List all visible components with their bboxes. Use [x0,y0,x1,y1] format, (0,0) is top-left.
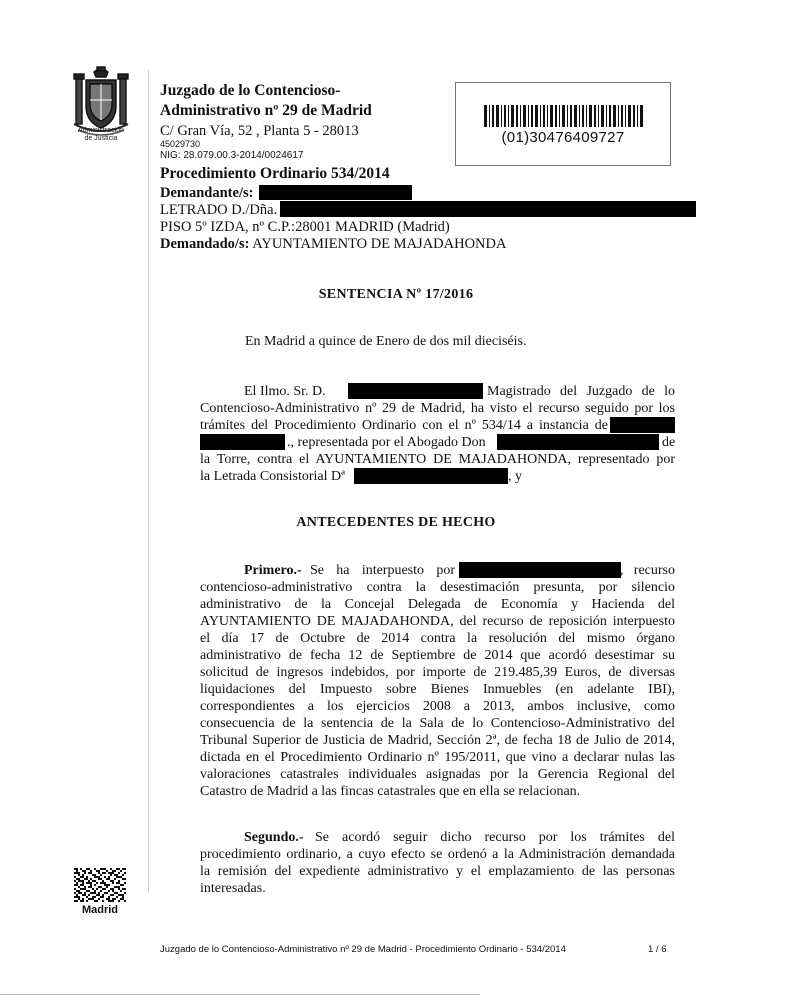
bottom-rule [0,994,480,995]
primero-line: Catastro de Madrid a las fincas catastrales que en ella se relacionan. [200,784,581,799]
lawyer-address: PISO 5º IZDA, nº C.P.:28001 MADRID (Madrid) [160,219,450,235]
redacted-lawyer [280,201,696,217]
intro-l5: la Torre, contra el AYUNTAMIENTO DE MAJADAHONDA, representado por [200,452,675,467]
intro-l6-a: la Letrada Consistorial Dª [200,469,345,484]
intro-l1-a: El Ilmo. Sr. D. [244,384,326,399]
barcode-box [455,82,671,166]
primero-line: solicitud de ingresos indebidos, por importe de 219.485,39 Euros, de diversas [200,665,675,680]
primero-line: AYUNTAMIENTO DE MAJADAHONDA, del recurso de reposición interpuesto [200,614,675,629]
segundo-label: Segundo.- [244,830,304,845]
nig-number: NIG: 28.079.00.3-2014/0024617 [160,150,304,161]
redacted-consistorial [354,468,508,484]
emblem-caption-2: de Justicia [84,135,118,142]
barcode-number: (01)30476409727 [501,129,625,146]
plaintiff-label: Demandante/s: [160,185,254,201]
redacted-judge [348,383,483,399]
intro-l1-b: Magistrado del Juzgado de lo [487,384,675,399]
primero-l1-b: , recurso [620,563,675,578]
primero-label: Primero.- [244,563,302,578]
redacted-plaintiff-name-1 [610,417,675,433]
defendant-line [160,235,506,253]
margin-divider [148,70,149,892]
sentence-title: SENTENCIA Nº 17/2016 [318,287,474,302]
emblem-caption-1: Administración [78,127,124,134]
qr-code-icon [74,868,126,902]
primero-l1-a: Se ha interpuesto por [310,563,455,578]
date-line: En Madrid a quince de Enero de dos mil dieciséis. [245,334,527,349]
page-number: 1 / 6 [648,944,667,955]
segundo-line: procedimiento ordinario, a cuyo efecto se ordenó a la Administración demandada [200,847,675,862]
qr-city-label: Madrid [81,904,119,916]
court-address: C/ Gran Vía, 52 , Planta 5 - 28013 [160,123,359,139]
intro-l4-a: ., representada por el Abogado Don [287,435,486,450]
primero-line: dictada en el Procedimiento Ordinario nº 195/2011, que vino a declarar nulas las [200,750,675,765]
primero-line: contencioso-administrativo contra la desestimación presunta, por silencio [200,580,675,595]
segundo-l1: Se acordó seguir dicho recurso por los trámites del [315,830,675,845]
primero-line: Tribunal Superior de Justicia de Madrid, Sección 2ª, de fecha 18 de Julio de 2014, [200,733,675,748]
primero-line: liquidaciones del Impuesto sobre Bienes Inmuebles (en adelante IBI), [200,682,675,697]
defendant-value: AYUNTAMIENTO DE MAJADAHONDA [252,236,507,252]
segundo-line: la remisión del expediente administrativo y el emplazamiento de las personas [200,864,675,879]
primero-line: administrativo de la Concejal Delegada de Economía y Hacienda del [200,597,675,612]
intro-l4-b: de [662,435,676,450]
redacted-appellant [459,562,621,578]
court-name-line2: Administrativo nº 29 de Madrid [160,102,372,119]
intro-l2: Contencioso-Administrativo nº 29 de Madrid, ha visto el recurso seguido por los [200,401,675,416]
primero-line: el día 17 de Octubre de 2014 contra la resolución del mismo órgano [200,631,675,646]
primero-line: valoraciones catastrales individuales asignadas por la Gerencia Regional del [200,767,675,782]
barcode-icon [484,105,644,127]
intro-l6-b: , y [508,469,522,484]
court-code: 45029730 [160,139,201,149]
redacted-plaintiff-name-2 [200,434,285,450]
section-title: ANTECEDENTES DE HECHO [296,515,496,530]
redacted-plaintiff [259,185,412,200]
primero-line: correspondientes a los ejercicios 2008 a 2013, ambos inclusive, como [200,699,675,714]
court-name-line1: Juzgado de lo Contencioso- [160,82,341,99]
lawyer-label: LETRADO D./Dña. [160,202,278,218]
intro-l3: trámites del Procedimiento Ordinario con el nº 534/14 a instancia de [200,418,608,433]
redacted-attorney [497,434,659,450]
primero-line: administrativo de fecha 12 de Septiembre de 2014 que acordó desestimar su [200,648,675,663]
procedure-title: Procedimiento Ordinario 534/2014 [160,165,390,182]
defendant-label: Demandado/s: [160,236,250,252]
segundo-line: interesadas. [200,881,266,896]
page-footer: Juzgado de lo Contencioso-Administrativo nº 29 de Madrid - Procedimiento Ordinario - 534/2014 [160,944,566,955]
primero-line: consecuencia de la sentencia de la Sala de lo Contencioso-Administrativo del [200,716,675,731]
